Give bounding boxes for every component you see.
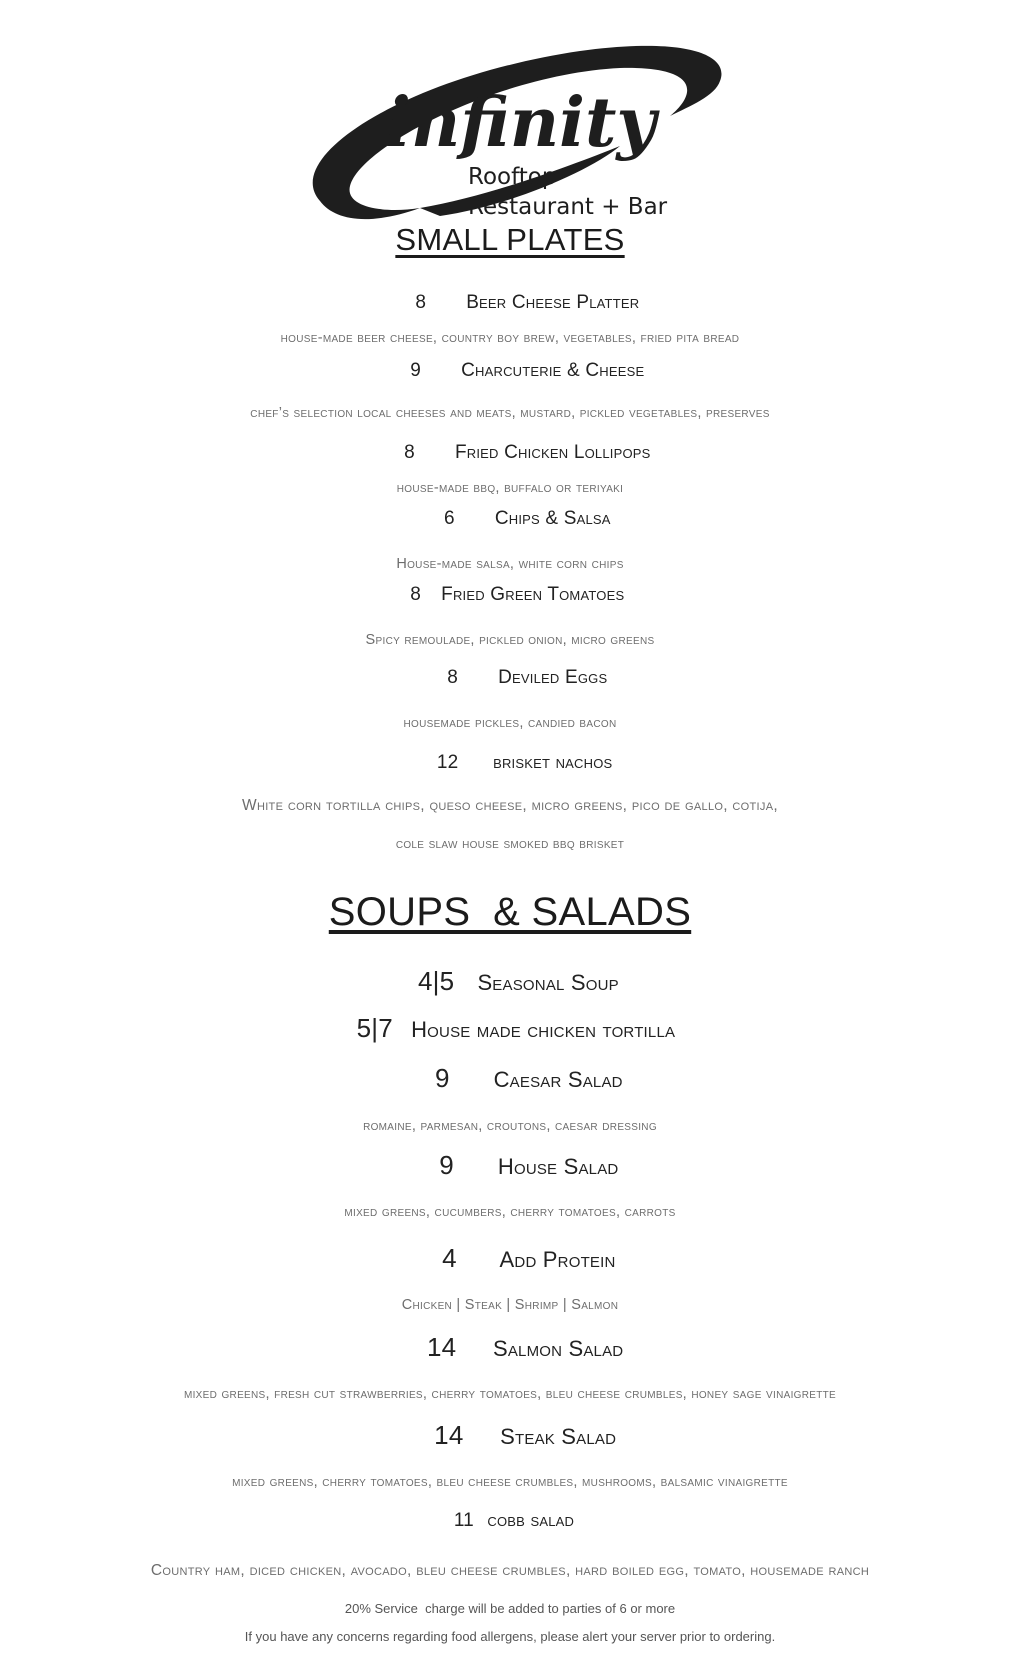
- item-description: romaine, parmesan, croutons, caesar dressing: [363, 1118, 657, 1134]
- menu-item-fried-green-tomatoes: [0, 584, 1020, 606]
- menu-item-salmon-salad: [0, 1332, 1020, 1363]
- item-price: 4: [442, 1243, 457, 1273]
- item-description: housemade pickles, candied bacon: [403, 715, 617, 731]
- item-description: mixed greens, fresh cut strawberries, cherry tomatoes, bleu cheese crumbles, honey sage vinaigrette: [183, 1386, 837, 1402]
- menu-item-brisket-nachos: [0, 752, 1020, 774]
- item-name: Steak Salad: [500, 1424, 617, 1449]
- item-name: Deviled Eggs: [498, 667, 608, 688]
- item-name: brisket nachos: [493, 752, 613, 773]
- item-name: Add Protein: [499, 1247, 616, 1272]
- logo-line-restaurant-bar: Restaurant + Bar: [468, 194, 668, 220]
- item-price: 9: [410, 360, 422, 381]
- item-description: White corn tortilla chips, queso cheese, micro greens, pico de gallo, cotija,: [242, 797, 778, 814]
- item-name: Charcuterie & Cheese: [461, 360, 645, 381]
- section-title-soups-salads: SOUPS & SALADS: [328, 890, 692, 934]
- item-description: chef’s selection local cheeses and meats, mustard, pickled vegetables, preserves: [250, 405, 770, 421]
- restaurant-logo: [290, 36, 740, 236]
- item-name: House Salad: [497, 1154, 619, 1179]
- item-price: 4|5: [417, 966, 455, 996]
- item-description-protein-options: Chicken | Steak | Shrimp | Salmon: [401, 1297, 619, 1313]
- logo-line-rooftop: Rooftop: [468, 164, 557, 190]
- allergen-notice: If you have any concerns regarding food allergens, please alert your server prior to ordering.: [244, 1629, 776, 1644]
- item-price: 8: [415, 292, 427, 313]
- item-description-continued: cole slaw house smoked bbq brisket: [395, 836, 625, 852]
- item-price: 8: [404, 442, 415, 463]
- menu-item-beer-cheese-platter: [0, 292, 1020, 314]
- item-description: Spicy remoulade, pickled onion, micro greens: [365, 632, 655, 648]
- item-name: Fried Chicken Lollipops: [454, 442, 651, 463]
- menu-item-chips-salsa: [0, 508, 1020, 530]
- menu-item-cobb-salad: [0, 1510, 1020, 1532]
- item-description: House-made salsa, white corn chips: [396, 556, 624, 572]
- item-price: 9: [434, 1063, 450, 1093]
- item-price: 9: [439, 1150, 454, 1180]
- item-description: house-made bbq, buffalo or teriyaki: [396, 480, 624, 496]
- item-price: 14: [426, 1332, 457, 1362]
- item-price: 6: [443, 508, 455, 529]
- item-price: 11: [453, 1510, 474, 1531]
- menu-item-seasonal-soup: [0, 966, 1020, 997]
- menu-item-house-salad: [0, 1150, 1020, 1181]
- item-name: Seasonal Soup: [477, 970, 619, 995]
- item-name: Beer Cheese Platter: [466, 292, 640, 313]
- menu-item-add-protein: [0, 1243, 1020, 1274]
- item-description: Country ham, diced chicken, avocado, bleu cheese crumbles, hard boiled egg, tomato, housemade ranch: [150, 1562, 870, 1579]
- item-description: house-made beer cheese, country boy brew, vegetables, fried pita bread: [280, 330, 740, 346]
- item-name: Chips & Salsa: [494, 508, 611, 529]
- service-charge-note: 20% Service charge will be added to parties of 6 or more: [344, 1601, 676, 1616]
- menu-item-fried-chicken-lollipops: [0, 442, 1020, 464]
- item-description: mixed greens, cherry tomatoes, bleu cheese crumbles, mushrooms, balsamic vinaigrette: [232, 1474, 788, 1490]
- logo-script-word: infinity: [385, 83, 656, 163]
- item-price: 8: [447, 667, 459, 688]
- menu-item-chicken-tortilla: [0, 1013, 1020, 1044]
- item-name: Fried Green Tomatoes: [441, 584, 625, 605]
- item-price: 8: [410, 584, 422, 605]
- section-title-small-plates: SMALL PLATES: [395, 222, 625, 257]
- item-name: Caesar Salad: [493, 1067, 623, 1092]
- item-price: 12: [436, 752, 459, 773]
- item-price: 14: [434, 1420, 464, 1450]
- item-name: House made chicken tortilla: [411, 1017, 676, 1042]
- menu-item-deviled-eggs: [0, 667, 1020, 689]
- menu-item-charcuterie-cheese: [0, 360, 1020, 382]
- menu-item-steak-salad: [0, 1420, 1020, 1451]
- item-description: mixed greens, cucumbers, cherry tomatoes, carrots: [344, 1204, 676, 1220]
- menu-item-caesar-salad: [0, 1063, 1020, 1094]
- item-name: cobb salad: [487, 1510, 575, 1531]
- item-name: Salmon Salad: [492, 1336, 624, 1361]
- item-price: 5|7: [356, 1013, 393, 1043]
